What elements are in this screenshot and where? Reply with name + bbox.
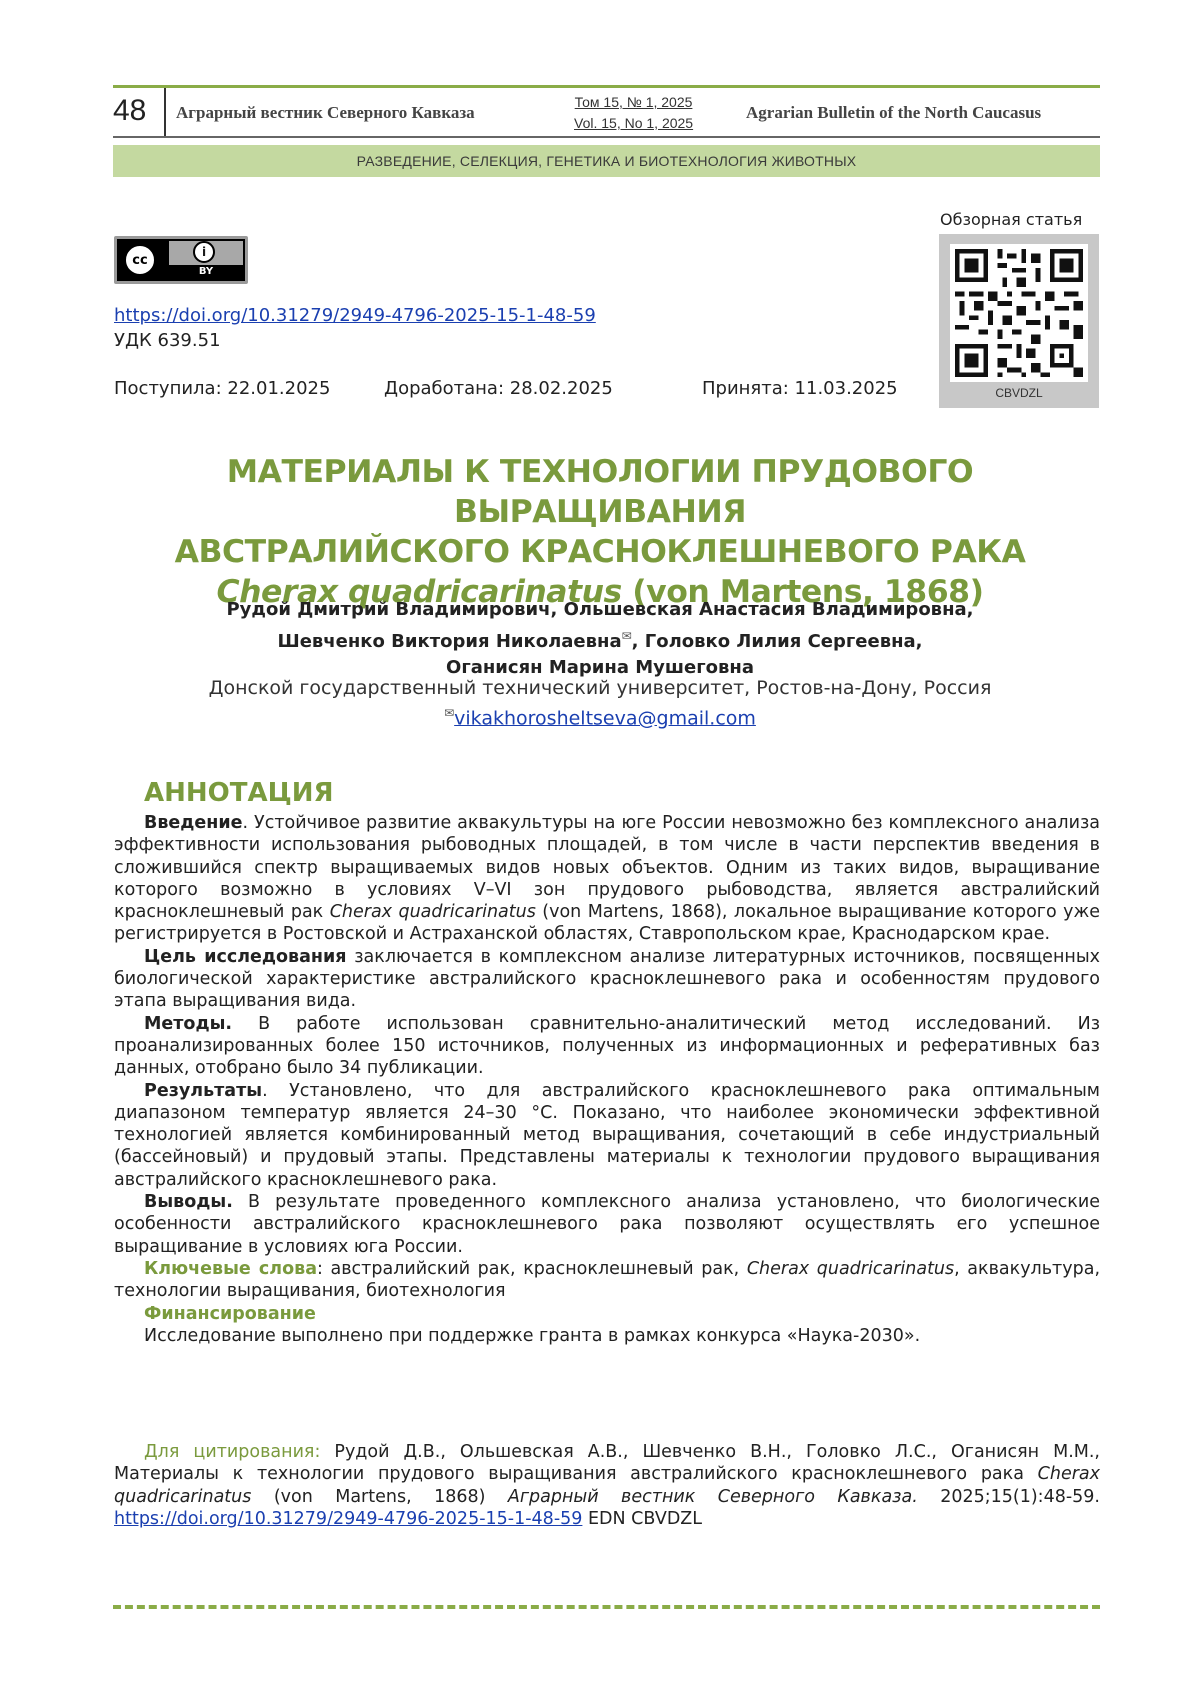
authors-line-3: Оганисян Марина Мушеговна [446,657,754,678]
intro-text: . Устойчивое развитие аквакультуры на юге России невозможно без комплексного анализа эффективности использования рыбоводных площадей, в том числе в части перспектив введения в сложившийся спектр выращиваемых видов новых объектов. Одним из таких видов, выращивание которого возможно в условиях V–VI зон прудового рыбоводства, является австралийский красноклешневый рак [114,813,1100,923]
keywords-species: Cherax quadricarinatus [746,1258,955,1279]
results-text: . Установлено, что для австралийского красноклешневого рака оптимальным диапазоном температур является 24–30 °С. Показано, что наиболее экономически эффективной технологией является комбинированный метод выращивания, сочетающий в себе индустриальный (бассейновый) и прудовый этапы. Представлены материалы к технологии прудового выращивания австралийского красноклешневого рака. [114,1080,1100,1190]
email-line [100,701,1100,731]
abstract-methods [114,1013,1100,1080]
title-line-2: АВСТРАЛИЙСКОГО КРАСНОКЛЕШНЕВОГО РАКА [174,534,1026,570]
accepted-date: Принята: 11.03.2025 [702,378,898,399]
authors-line-1: Рудой Дмитрий Владимирович, Ольшевская Анастасия Владимировна, [226,599,974,620]
abstract-introduction [114,812,1100,946]
intro-label: Введение [144,813,243,833]
methods-label: Методы. [144,1013,233,1034]
cc-icon: cc [123,243,157,277]
revised-date: Доработана: 28.02.2025 [384,378,613,399]
abstract-aim [114,946,1100,1013]
author-list [100,597,1100,681]
article-title [100,452,1100,612]
qr-code-icon [950,244,1088,382]
funding-text: Исследование выполнено при поддержке гранта в рамках конкурса «Наука-2030». [144,1325,921,1346]
abstract-results [114,1080,1100,1191]
header-top-rule [113,85,1100,88]
header-bottom-rule [113,136,1100,138]
volume-info [574,92,693,134]
journal-title-ru: Аграрный вестник Северного Кавказа [176,103,475,122]
doi-link[interactable]: https://doi.org/10.31279/2949-4796-2025-15-1-48-59 [114,305,596,326]
journal-title-en: Agrarian Bulletin of the North Caucasus [746,103,1042,122]
affiliation: Донской государственный технический университет, Ростов-на-Дону, Россия [208,677,992,699]
mail-icon: ✉ [621,629,632,643]
qr-code[interactable] [939,234,1099,408]
section-banner: РАЗВЕДЕНИЕ, СЕЛЕКЦИЯ, ГЕНЕТИКА И БИОТЕХНОЛОГИЯ ЖИВОТНЫХ [113,145,1100,177]
citation-volume: 2025;15(1):48-59. [917,1486,1100,1507]
conclusions-text: В результате проведенного комплексного анализа установлено, что биологические особенности австралийского красноклешневого рака позволяют осуществлять его успешное выращивание в условиях юга России. [114,1192,1100,1257]
methods-text: В работе использован сравнительно-аналитический метод исследований. Из проанализированных более 150 источников, полученных из информационных и реферативных баз данных, отобрано было 34 публикации. [114,1013,1100,1079]
results-label: Результаты [144,1080,263,1101]
funding-heading [114,1303,1100,1325]
intro-text-end: (von Martens, 1868), локальное выращивание которого уже регистрируется в Ростовской и Астраханской областях, Ставропольском крае, Краснодарском крае. [114,902,1101,945]
funding-label: Финансирование [144,1303,316,1324]
intro-species: Cherax quadricarinatus [329,902,536,923]
conclusions-label: Выводы. [144,1192,233,1213]
email-icon: ✉ [444,706,455,720]
authors-line-2 [100,623,1100,655]
keywords-text: : австралийский рак, красноклешневый рак, [317,1258,747,1279]
footer-dashed-rule [113,1605,1100,1609]
citation-edn: EDN CBVDZL [582,1508,703,1529]
aim-text: заключается в комплексном анализе литературных источников, посвященных биологической характеристике австралийского красноклешневого рака и особенностям прудового этапа выращивания вида. [114,946,1101,1012]
email-link[interactable]: vikakhorosheltseva@gmail.com [454,707,756,730]
abstract-keywords [114,1258,1100,1303]
citation-species: Cherax quadricarinatus [114,1464,1100,1507]
keywords-text-end: , аквакультура, технологии выращивания, биотехнология [114,1258,1101,1302]
abstract-heading: АННОТАЦИЯ [144,778,334,808]
title-species: Cherax quadricarinatus [216,574,622,610]
abstract-conclusions [114,1191,1100,1258]
affiliation-block [100,676,1100,731]
qr-code-label: CBVDZL [995,386,1043,400]
header-separator [164,88,166,136]
citation-text [114,1441,1100,1530]
abstract-body [114,812,1100,1347]
by-label: BY [169,265,243,279]
title-authority: (von Martens, 1868) [621,574,984,610]
attribution-icon: i [193,241,215,263]
citation-authority: (von Martens, 1868) [251,1486,508,1507]
authors-line-2-rest: , Головко Лилия Сергеевна, [631,631,923,652]
received-date: Поступила: 22.01.2025 [114,378,331,399]
citation-block [114,1441,1100,1530]
aim-label: Цель исследования [144,946,347,967]
article-type-label: Обзорная статья [940,210,1083,229]
title-line-1: МАТЕРИАЛЫ К ТЕХНОЛОГИИ ПРУДОВОГО ВЫРАЩИВАНИЯ [226,454,974,530]
cc-by-license-badge[interactable] [114,236,248,284]
citation-authors: Рудой Д.В., Ольшевская А.В., Шевченко В.Н., Головко Л.С., Оганисян М.М., Материалы к технологии прудового выращивания австралийского красноклешневого рака [114,1442,1100,1485]
citation-doi-link[interactable]: https://doi.org/10.31279/2949-4796-2025-15-1-48-59 [114,1508,583,1529]
citation-journal: Аграрный вестник Северного Кавказа. [507,1486,918,1507]
keywords-label: Ключевые слова [144,1258,318,1279]
udk-code: УДК 639.51 [114,330,221,351]
corresponding-author: Шевченко Виктория Николаевна [277,631,622,652]
page-number: 48 [113,94,147,127]
citation-label: Для цитирования: [144,1442,321,1462]
volume-en: Vol. 15, No 1, 2025 [574,115,694,131]
volume-ru: Том 15, № 1, 2025 [574,94,693,110]
